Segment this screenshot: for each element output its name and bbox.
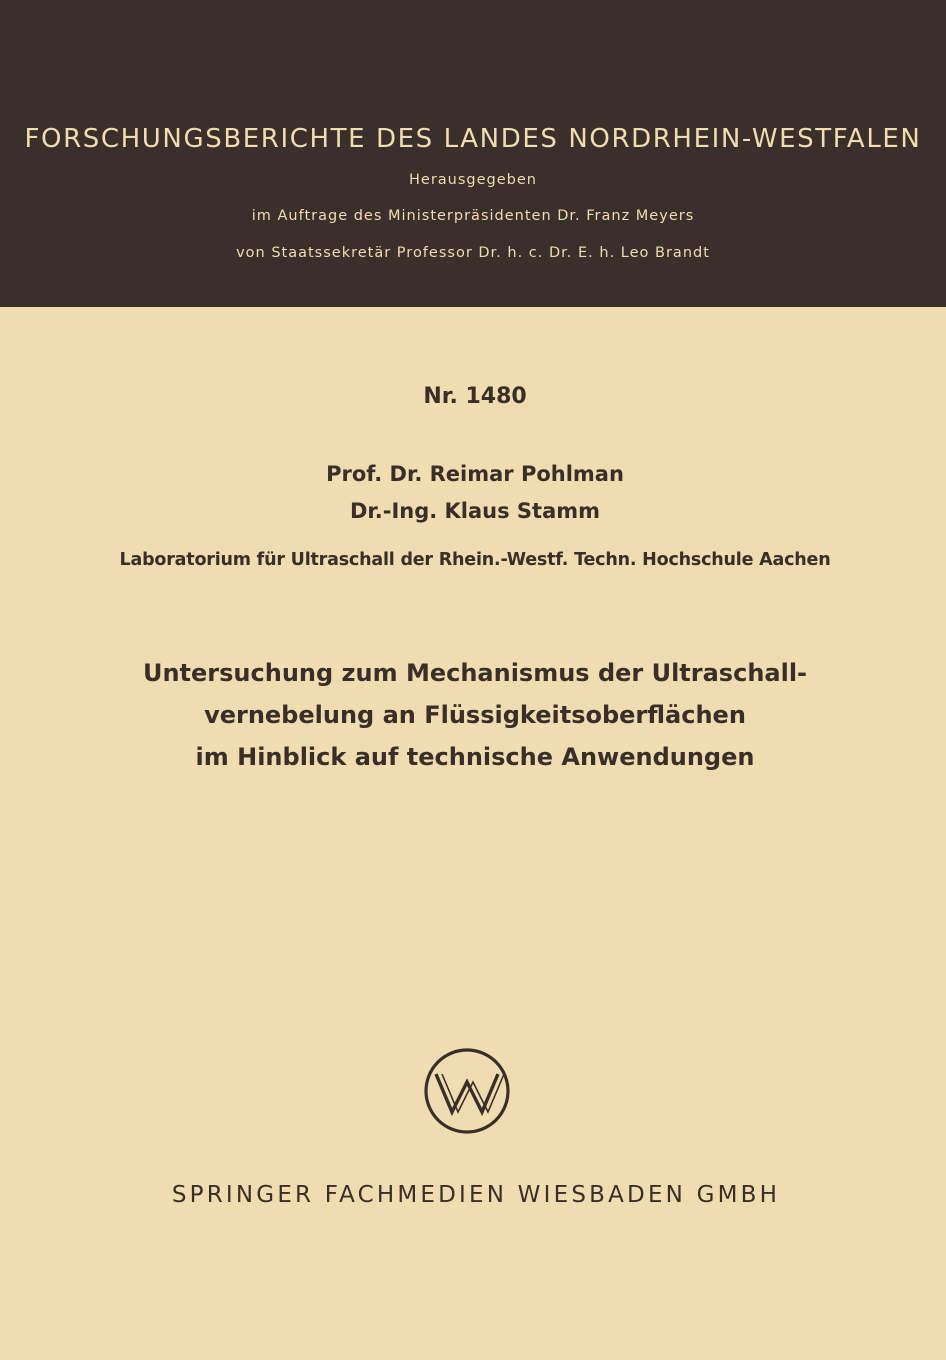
institute: Laboratorium für Ultraschall der Rhein.-Westf. Techn. Hochschule Aachen (119, 550, 831, 570)
publisher-w-logo-icon (422, 1046, 512, 1136)
editor-line-1: Herausgegeben (409, 172, 537, 188)
report-number: Nr. 1480 (423, 384, 527, 409)
header-band (0, 0, 946, 307)
title-line-1: Untersuchung zum Mechanismus der Ultraschall- (142, 659, 808, 687)
editor-line-2: im Auftrage des Ministerpräsidenten Dr. Franz Meyers (251, 208, 695, 224)
title-line-3: im Hinblick auf technische Anwendungen (195, 743, 755, 771)
publisher-name: SPRINGER FACHMEDIEN WIESBADEN GMBH (171, 1182, 781, 1208)
author-2: Dr.-Ing. Klaus Stamm (349, 499, 601, 523)
title-line-2: vernebelung an Flüssigkeitsoberflächen (204, 701, 746, 729)
series-title: FORSCHUNGSBERICHTE DES LANDES NORDRHEIN-WESTFALEN (24, 124, 922, 154)
author-1: Prof. Dr. Reimar Pohlman (326, 462, 624, 486)
editor-line-3: von Staatssekretär Professor Dr. h. c. Dr. E. h. Leo Brandt (236, 245, 710, 261)
